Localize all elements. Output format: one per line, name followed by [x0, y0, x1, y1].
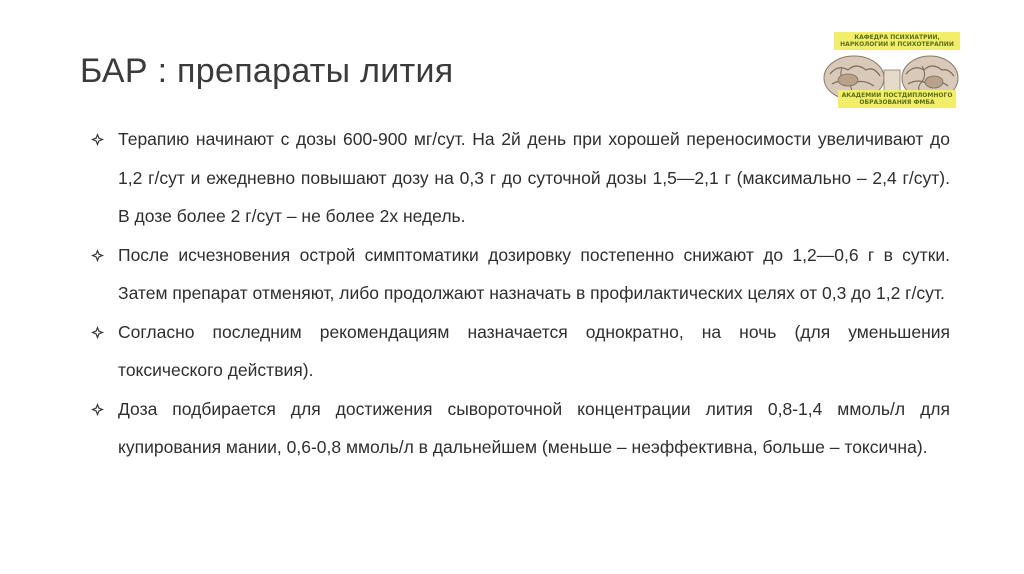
list-item-text: Терапию начинают с дозы 600-900 мг/сут. На 2й день при хорошей переносимости увеличивают до 1,2 г/сут и ежедневно повышают дозу на 0,3 г до суточной дозы 1,5—2,1 г (максимально – 2,4 г/сут). В дозе более 2 г/сут – не более 2х недель. — [118, 129, 950, 226]
list-item — [90, 236, 950, 313]
list-item-text: Доза подбирается для достижения сывороточной концентрации лития 0,8-1,4 ммоль/л для купирования мании, 0,6-0,8 ммоль/л в дальнейшем (меньше – неэффективна, больше – токсична). — [118, 398, 950, 457]
logo-top-text: КАФЕДРА ПСИХИАТРИИ, НАРКОЛОГИИ И ПСИХОТЕРАПИИ — [834, 32, 960, 50]
list-item-text: После исчезновения острой симптоматики дозировку постепенно снижают до 1,2—0,6 г в сутки. Затем препарат отменяют, либо продолжают назначать в профилактических целях от 0,3 до 1,2 г/сут. — [118, 244, 950, 303]
list-item — [90, 313, 950, 390]
list-item-text: Согласно последним рекомендациям назначается однократно, на ночь (для уменьшения токсического действия). — [118, 321, 950, 380]
list-item — [90, 390, 950, 467]
logo-bottom-text: АКАДЕМИИ ПОСТДИПЛОМНОГО ОБРАЗОВАНИЯ ФМБА — [838, 90, 956, 108]
diamond-bullet-icon — [90, 248, 105, 263]
diamond-bullet-icon — [90, 132, 105, 147]
page-title: БАР : препараты лития — [80, 52, 454, 90]
bullet-list — [90, 120, 950, 467]
diamond-bullet-icon — [90, 325, 105, 340]
department-logo — [818, 30, 962, 126]
list-item — [90, 120, 950, 236]
diamond-bullet-icon — [90, 402, 105, 417]
